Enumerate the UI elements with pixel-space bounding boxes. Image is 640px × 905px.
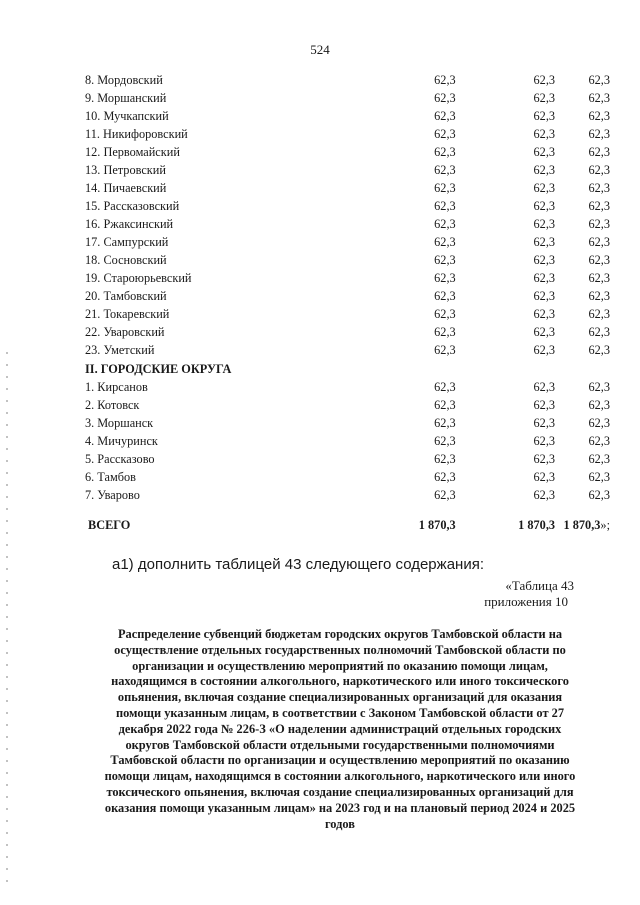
- row-value-2023: 62,3: [434, 235, 456, 249]
- row-value-2024: 62,3: [533, 199, 556, 213]
- total-value-2023: 1 870,3: [418, 518, 456, 532]
- table-row: [85, 215, 610, 233]
- row-value-2024: 62,3: [533, 398, 556, 412]
- total-value-2025: 1 870,3: [563, 518, 601, 532]
- table-row: [85, 341, 610, 359]
- table-row: [85, 197, 610, 215]
- table-row: [85, 414, 610, 432]
- row-name: 14. Пичаевский: [85, 181, 167, 195]
- row-value-2023: 62,3: [434, 199, 456, 213]
- closing-quote-suffix: »;: [600, 518, 610, 532]
- row-value-2023: 62,3: [434, 127, 456, 141]
- row-name: 4. Мичуринск: [85, 434, 158, 448]
- row-value-2025: 62,3: [588, 145, 610, 159]
- row-name: 22. Уваровский: [85, 325, 165, 339]
- row-value-2025: 62,3: [588, 253, 610, 267]
- row-value-2025: 62,3: [588, 452, 610, 466]
- row-name: 8. Мордовский: [85, 73, 163, 87]
- table-row: [85, 468, 610, 486]
- row-name: 3. Моршанск: [85, 416, 154, 430]
- row-name: 7. Уварово: [85, 488, 140, 502]
- row-name: 2. Котовск: [85, 398, 140, 412]
- table-row: [85, 179, 610, 197]
- row-name: 6. Тамбов: [85, 470, 136, 484]
- row-name: 20. Тамбовский: [85, 289, 167, 303]
- row-name: 11. Никифоровский: [85, 127, 188, 141]
- row-value-2025: 62,3: [588, 416, 610, 430]
- table-row: [85, 432, 610, 450]
- row-name: 13. Петровский: [85, 163, 166, 177]
- row-name: 23. Уметский: [85, 343, 155, 357]
- row-value-2023: 62,3: [434, 217, 456, 231]
- row-value-2023: 62,3: [434, 73, 456, 87]
- row-value-2023: 62,3: [434, 307, 456, 321]
- table-row: [85, 396, 610, 414]
- table-row: [85, 107, 610, 125]
- row-value-2024: 62,3: [533, 325, 556, 339]
- table-row: [85, 287, 610, 305]
- row-name: 10. Мучкапский: [85, 109, 169, 123]
- row-value-2023: 62,3: [434, 488, 456, 502]
- row-value-2025: 62,3: [588, 163, 610, 177]
- row-value-2023: 62,3: [434, 109, 456, 123]
- table-row: [85, 378, 610, 396]
- row-value-2023: 62,3: [434, 91, 456, 105]
- row-value-2023: 62,3: [434, 452, 456, 466]
- row-value-2023: 62,3: [434, 470, 456, 484]
- row-value-2023: 62,3: [434, 398, 456, 412]
- row-value-2024: 62,3: [533, 127, 556, 141]
- table-heading: Распределение субвенций бюджетам городских округов Тамбовской области на осуществление отдельных государственных полномочий Тамбовской области по организации и осуществлению мероприятий по оказанию помощи лицам, находящимся в состоянии алкогольного, наркотического или иного токсического опьянения, включая создание специализированных организаций для оказания помощи указанным лицам, в соответствии с Законом Тамбовской области от 27 декабря 2022 года № 226-З «О наделении администраций отдельных городских округов Тамбовской области отдельными государственными полномочиями Тамбовской области по организации и осуществлению мероприятий по оказанию помощи лицам, находящимся в состоянии алкогольного, наркотического или иного токсического опьянения, включая создание специализированных организаций для оказания помощи указанным лицам» на 2023 год и на плановый период 2024 и 2025 годов: [104, 627, 576, 831]
- table-row: [85, 233, 610, 251]
- row-value-2024: 62,3: [533, 163, 556, 177]
- row-value-2024: 62,3: [533, 434, 556, 448]
- row-value-2024: 62,3: [533, 235, 556, 249]
- total-row: [85, 504, 610, 536]
- table-row: [85, 125, 610, 143]
- row-value-2023: 62,3: [434, 181, 456, 195]
- row-value-2025: 62,3: [588, 289, 610, 303]
- row-value-2023: 62,3: [434, 253, 456, 267]
- row-name: 15. Рассказовский: [85, 199, 180, 213]
- section-header-row: [85, 359, 610, 378]
- total-label: ВСЕГО: [88, 518, 131, 532]
- row-value-2024: 62,3: [533, 470, 556, 484]
- table-row: [85, 161, 610, 179]
- row-value-2025: 62,3: [588, 127, 610, 141]
- table-row: [85, 269, 610, 287]
- total-value-2025-cell: [555, 504, 610, 536]
- total-value-2024: 1 870,3: [518, 518, 556, 532]
- row-value-2024: 62,3: [533, 217, 556, 231]
- row-value-2025: 62,3: [588, 325, 610, 339]
- row-value-2024: 62,3: [533, 109, 556, 123]
- row-value-2024: 62,3: [533, 253, 556, 267]
- row-value-2024: 62,3: [533, 452, 556, 466]
- row-value-2025: 62,3: [588, 343, 610, 357]
- row-value-2024: 62,3: [533, 307, 556, 321]
- row-value-2024: 62,3: [533, 91, 556, 105]
- margin-scan-marks: [6, 352, 8, 892]
- row-value-2023: 62,3: [434, 325, 456, 339]
- row-name: 17. Сампурский: [85, 235, 169, 249]
- row-value-2025: 62,3: [588, 181, 610, 195]
- row-value-2025: 62,3: [588, 73, 610, 87]
- table-reference-line2: приложения 10: [484, 594, 568, 609]
- row-value-2025: 62,3: [588, 199, 610, 213]
- section-title: II. ГОРОДСКИЕ ОКРУГА: [85, 361, 232, 376]
- row-value-2023: 62,3: [434, 434, 456, 448]
- row-name: 19. Староюрьевский: [85, 271, 192, 285]
- row-value-2024: 62,3: [533, 416, 556, 430]
- table-row: [85, 450, 610, 468]
- row-value-2024: 62,3: [533, 145, 556, 159]
- row-name: 5. Рассказово: [85, 452, 155, 466]
- row-value-2025: 62,3: [588, 398, 610, 412]
- row-name: 21. Токаревский: [85, 307, 170, 321]
- table-row: [85, 71, 610, 89]
- row-value-2023: 62,3: [434, 416, 456, 430]
- row-value-2025: 62,3: [588, 470, 610, 484]
- row-value-2024: 62,3: [533, 271, 556, 285]
- row-value-2025: 62,3: [588, 271, 610, 285]
- table-reference-line1: «Таблица 43: [505, 578, 574, 593]
- row-value-2024: 62,3: [533, 488, 556, 502]
- row-value-2025: 62,3: [588, 380, 610, 394]
- table-row: [85, 323, 610, 341]
- row-name: 12. Первомайский: [85, 145, 180, 159]
- row-value-2025: 62,3: [588, 235, 610, 249]
- row-value-2023: 62,3: [434, 343, 456, 357]
- table-reference: [484, 578, 574, 610]
- row-value-2024: 62,3: [533, 289, 556, 303]
- row-name: 18. Сосновский: [85, 253, 167, 267]
- row-value-2024: 62,3: [533, 343, 556, 357]
- amendment-text: а1) дополнить таблицей 43 следующего содержания:: [112, 556, 484, 573]
- page-number: 524: [310, 42, 330, 57]
- table-row: [85, 143, 610, 161]
- row-value-2024: 62,3: [533, 181, 556, 195]
- row-value-2023: 62,3: [434, 163, 456, 177]
- row-value-2023: 62,3: [434, 380, 456, 394]
- subvention-table: [85, 71, 610, 536]
- table-row: [85, 305, 610, 323]
- row-value-2025: 62,3: [588, 109, 610, 123]
- table-row: [85, 251, 610, 269]
- row-name: 1. Кирсанов: [85, 380, 148, 394]
- row-value-2023: 62,3: [434, 289, 456, 303]
- row-name: 16. Ржаксинский: [85, 217, 174, 231]
- row-value-2025: 62,3: [588, 91, 610, 105]
- row-value-2024: 62,3: [533, 380, 556, 394]
- table-row: [85, 486, 610, 504]
- table-row: [85, 89, 610, 107]
- row-name: 9. Моршанский: [85, 91, 167, 105]
- row-value-2025: 62,3: [588, 434, 610, 448]
- row-value-2023: 62,3: [434, 271, 456, 285]
- row-value-2025: 62,3: [588, 217, 610, 231]
- row-value-2025: 62,3: [588, 307, 610, 321]
- row-value-2023: 62,3: [434, 145, 456, 159]
- row-value-2025: 62,3: [588, 488, 610, 502]
- row-value-2024: 62,3: [533, 73, 556, 87]
- table-body: [85, 71, 610, 536]
